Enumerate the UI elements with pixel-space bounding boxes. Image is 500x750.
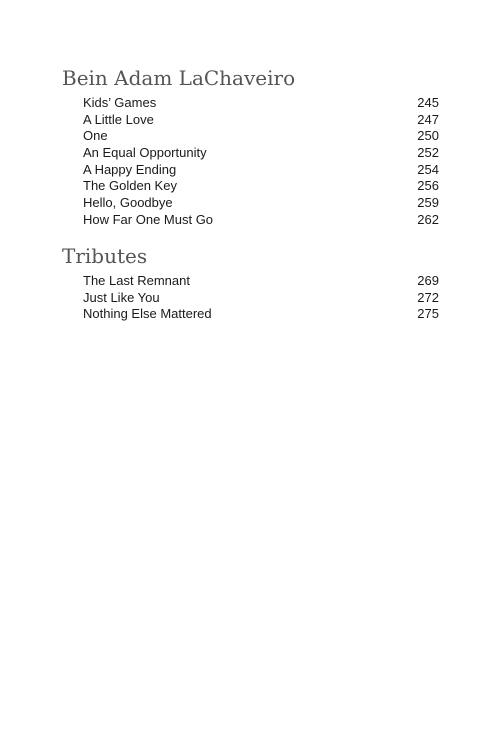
toc-entry[interactable]	[83, 95, 439, 112]
toc-entry[interactable]	[83, 273, 439, 290]
toc-entry[interactable]	[83, 112, 439, 129]
toc-list-tributes	[83, 273, 439, 323]
toc-entry-title: Nothing Else Mattered	[83, 306, 212, 322]
toc-list-bein-adam-lachaveiro	[83, 95, 439, 229]
toc-entry-page: 247	[417, 111, 439, 127]
toc-entry-page: 254	[417, 161, 439, 177]
toc-entry-title: One	[83, 128, 108, 144]
toc-entry-title: An Equal Opportunity	[83, 145, 207, 161]
toc-entry[interactable]	[83, 128, 439, 145]
toc-entry[interactable]	[83, 290, 439, 307]
section-title-tributes: Tributes	[62, 244, 148, 268]
toc-entry-page: 275	[417, 306, 439, 322]
toc-entry-title: How Far One Must Go	[83, 211, 214, 227]
toc-entry-title: The Golden Key	[83, 178, 177, 194]
toc-entry[interactable]	[83, 212, 439, 229]
toc-entry-title: A Happy Ending	[83, 161, 177, 177]
toc-entry-page: 250	[417, 128, 439, 144]
toc-entry-title: A Little Love	[83, 111, 154, 127]
section-title-bein-adam-lachaveiro: Bein Adam LaChaveiro	[62, 66, 296, 90]
toc-entry-page: 252	[417, 145, 439, 161]
toc-entry[interactable]	[83, 162, 439, 179]
toc-entry[interactable]	[83, 145, 439, 162]
toc-entry[interactable]	[83, 306, 439, 323]
toc-entry[interactable]	[83, 195, 439, 212]
toc-entry-title: Just Like You	[83, 289, 160, 305]
toc-entry-page: 256	[417, 178, 439, 194]
toc-entry-page: 269	[417, 273, 439, 288]
toc-entry-page: 245	[417, 95, 439, 110]
toc-entry-title: The Last Remnant	[83, 273, 190, 288]
toc-entry-title: Kids’ Games	[83, 95, 157, 110]
toc-entry[interactable]	[83, 178, 439, 195]
toc-entry-page: 259	[417, 195, 439, 211]
toc-entry-title: Hello, Goodbye	[83, 195, 173, 211]
toc-entry-page: 262	[417, 211, 439, 227]
toc-entry-page: 272	[417, 289, 439, 305]
